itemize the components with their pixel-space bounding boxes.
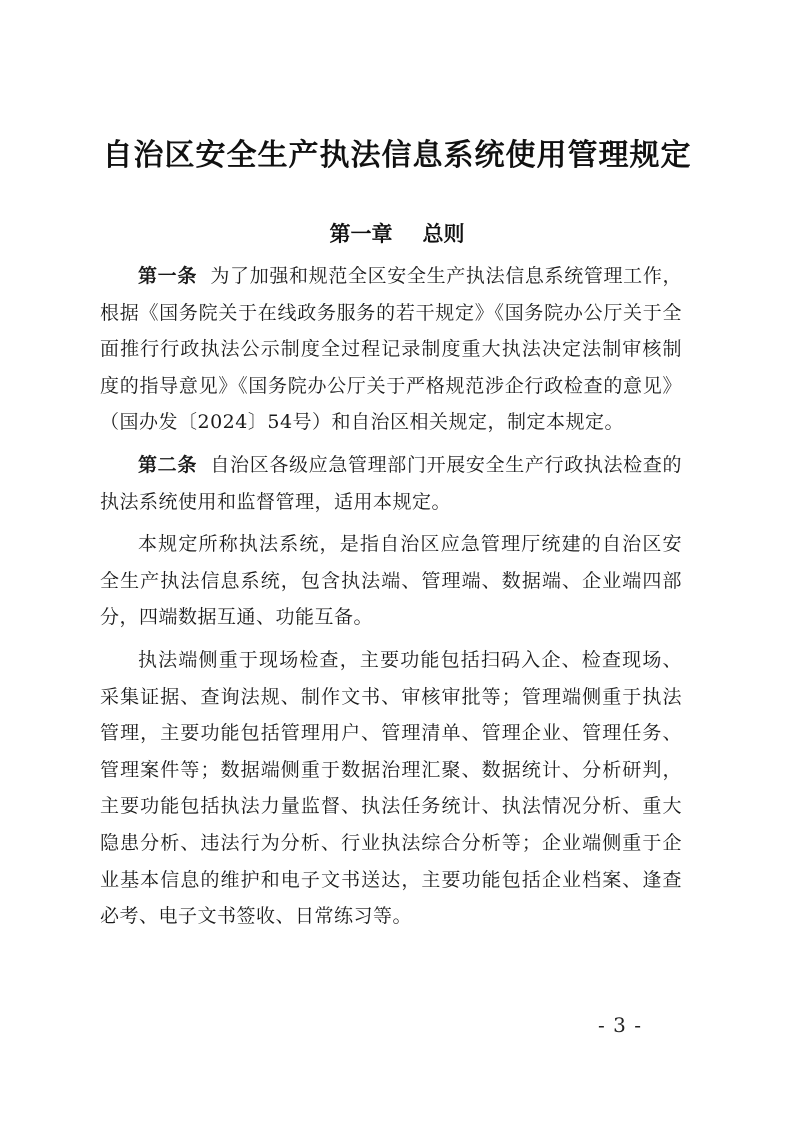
chapter-heading (0, 218, 794, 248)
page-number: - 3 - (598, 1013, 642, 1037)
article-text: 自治区各级应急管理部门开展安全生产行政执法检查的执法系统使用和监督管理，适用本规定。 (100, 453, 682, 513)
article-label: 第二条 (138, 453, 197, 476)
article-2 (100, 447, 682, 520)
article-text: 为了加强和规范全区安全生产执法信息系统管理工作，根据《国务院关于在线政务服务的若干规定》《国务院办公厅关于全面推行行政执法公示制度全过程记录制度重大执法决定法制审核制度的指导意见》《国务院办公厅关于严格规范涉企行政检查的意见》（国办发〔2024〕54号）和自治区相关规定，制定本规定。 (100, 265, 682, 434)
chapter-number: 第一章 (329, 222, 393, 246)
article-label: 第一条 (138, 265, 197, 287)
document-title: 自治区安全生产执法信息系统使用管理规定 (102, 138, 692, 173)
body-paragraph: 本规定所称执法系统，是指自治区应急管理厅统建的自治区安全生产执法信息系统，包含执法端、管理端、数据端、企业端四部分，四端数据互通、功能互备。 (100, 533, 682, 629)
chapter-name: 总则 (422, 222, 465, 246)
article-1 (100, 258, 682, 441)
document-body (100, 258, 682, 935)
body-paragraph: 执法端侧重于现场检查，主要功能包括扫码入企、检查现场、采集证据、查询法规、制作文书、审核审批等；管理端侧重于执法管理，主要功能包括管理用户、管理清单、管理企业、管理任务、管理案件等；数据端侧重于数据治理汇聚、数据统计、分析研判，主要功能包括执法力量监督、执法任务统计、执法情况分析、重大隐患分析、违法行为分析、行业执法综合分析等；企业端侧重于企业基本信息的维护和电子文书送达，主要功能包括企业档案、逢查必考、电子文书签收、日常练习等。 (100, 648, 682, 928)
